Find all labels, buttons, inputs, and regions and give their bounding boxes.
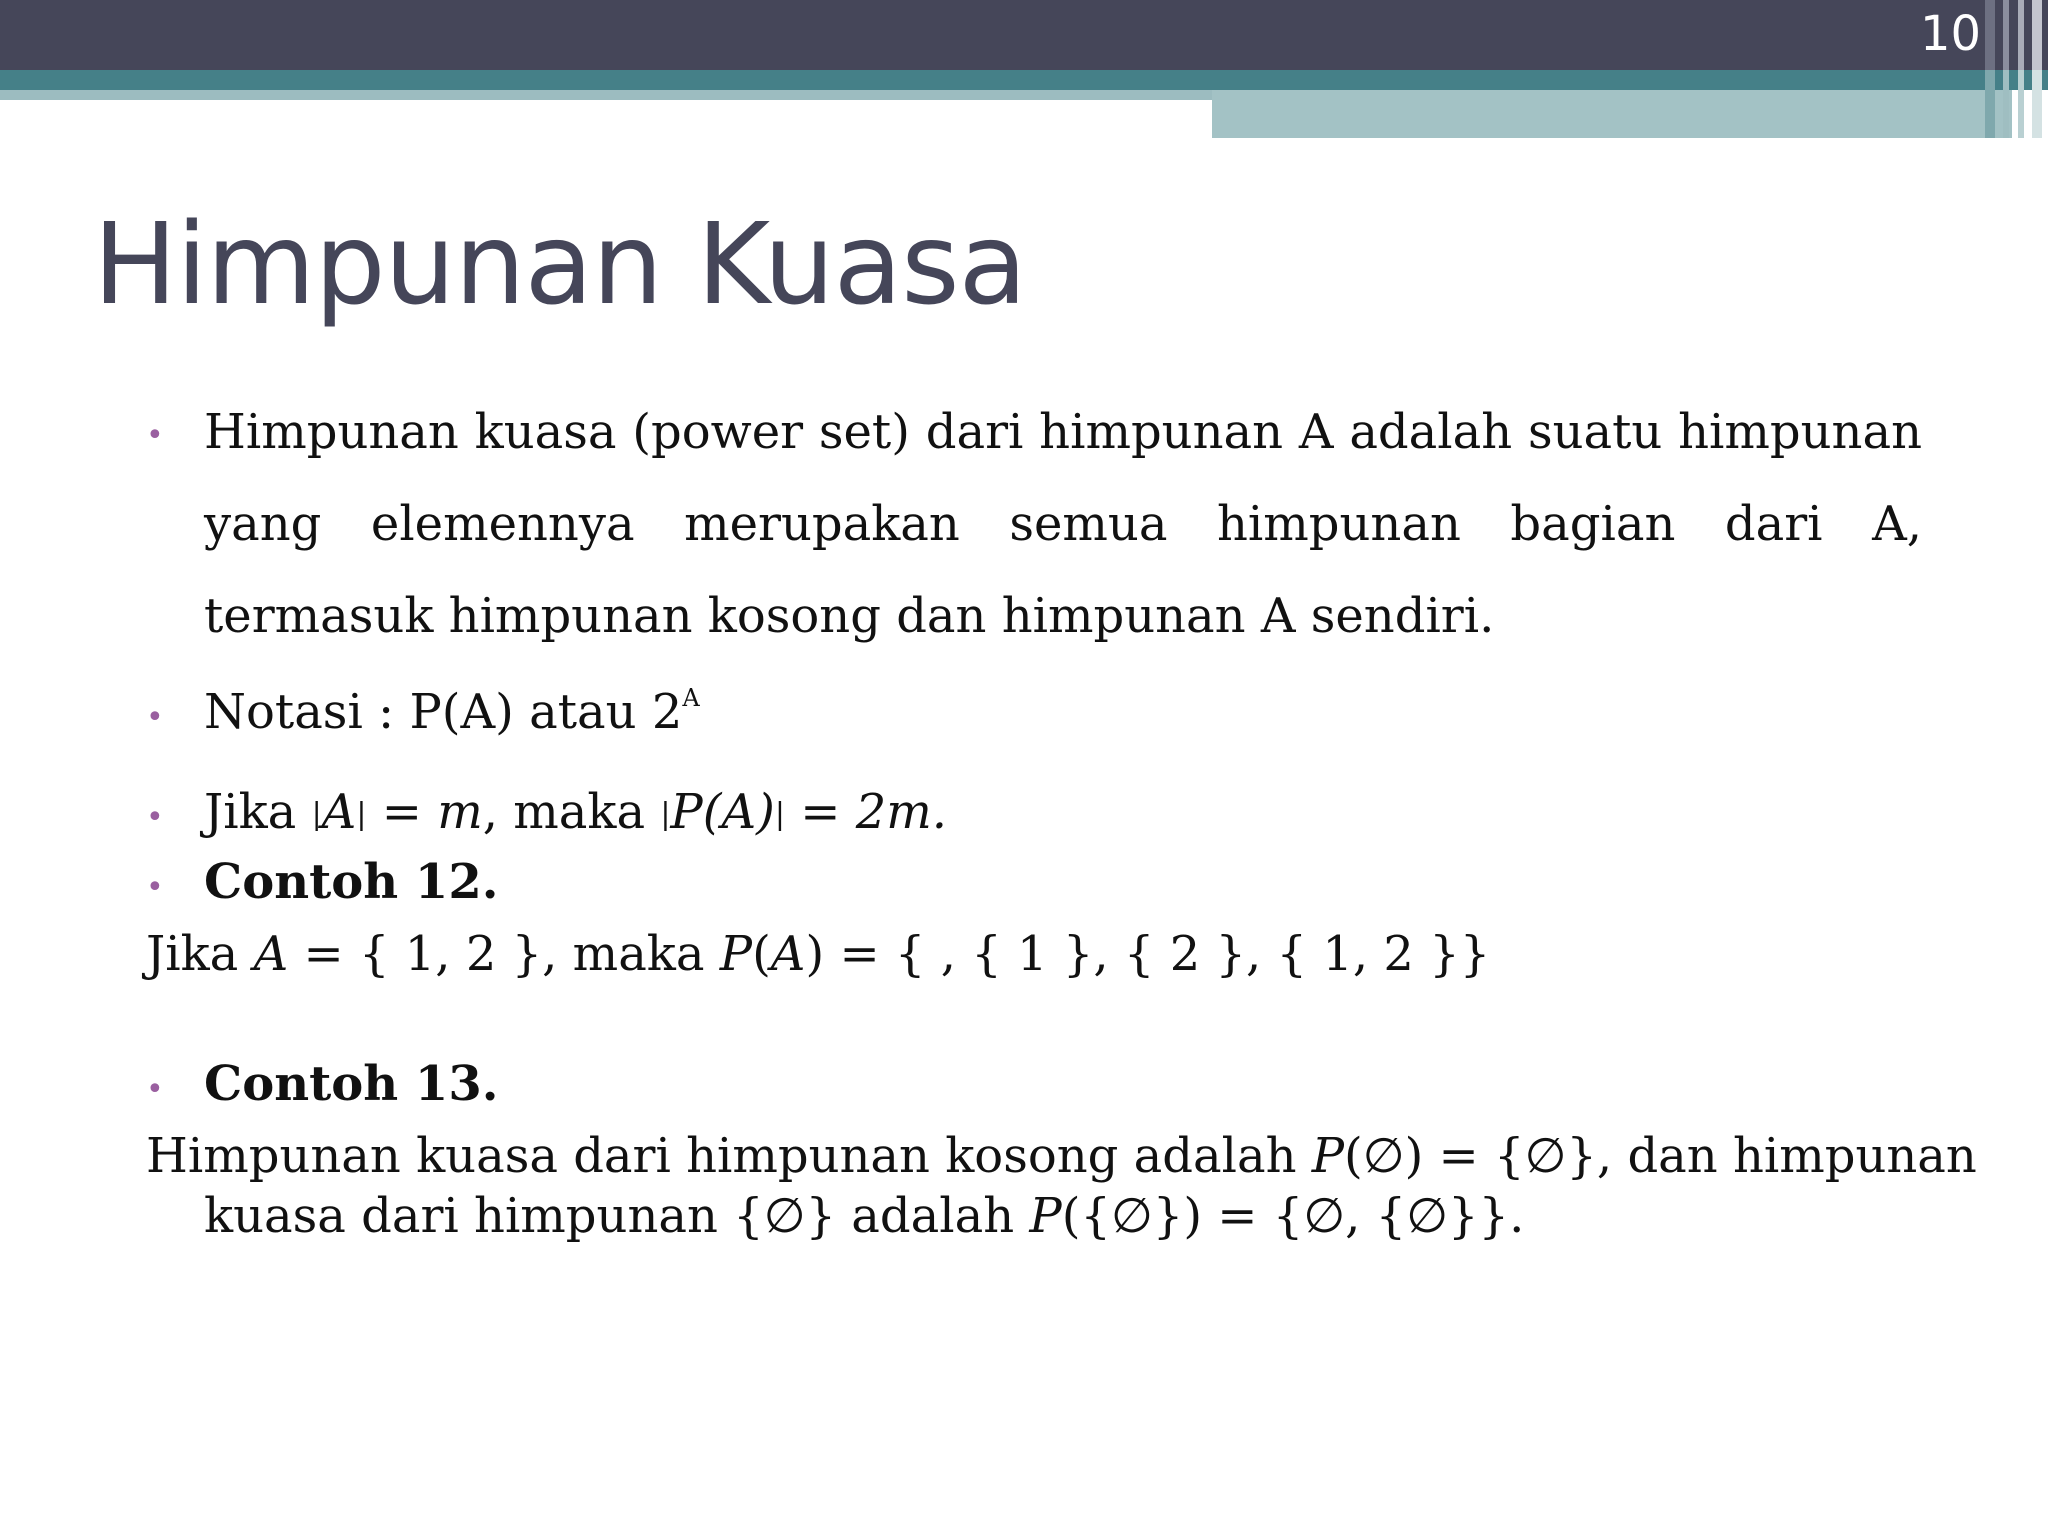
eq-2m: = 2m. — [784, 784, 947, 840]
text-segment: kuasa dari himpunan {∅} adalah — [204, 1188, 1030, 1244]
bullet-dot: • — [146, 1072, 164, 1107]
slide-number: 10 — [1920, 6, 1982, 62]
abs-bar: | — [774, 797, 785, 832]
header-edge-stripe — [2032, 70, 2042, 138]
power-set-result: ) = { , { 1 }, { 2 }, { 1, 2 }} — [805, 926, 1491, 982]
abs-bar: | — [311, 797, 322, 832]
notation-superscript: A — [682, 684, 700, 712]
notation-line — [204, 684, 700, 740]
cardinality-line — [204, 784, 947, 840]
abs-bar: | — [660, 797, 671, 832]
notation-text: Notasi : P(A) atau 2 — [204, 684, 683, 740]
eq-m: = m — [366, 784, 483, 840]
power-set-p: P — [719, 926, 753, 982]
header-edge-stripe — [2018, 70, 2024, 138]
power-set-p: P — [1029, 1188, 1062, 1244]
header-bar-light-right — [1212, 90, 2012, 138]
power-set-pa: P(A) — [670, 784, 775, 840]
set-a: A — [253, 926, 289, 982]
header-edge-stripe — [2003, 70, 2009, 138]
paren: ( — [752, 926, 771, 982]
example-12-label: Contoh 12. — [204, 854, 499, 910]
maka-text: , maka — [482, 784, 661, 840]
set-definition: = { 1, 2 }, maka — [288, 926, 720, 982]
example-13-label: Contoh 13. — [204, 1056, 499, 1112]
example-13-line1 — [146, 1128, 1977, 1184]
bullet-dot: • — [146, 418, 164, 453]
power-set-p: P — [1311, 1128, 1345, 1184]
jika-text: Jika — [146, 926, 254, 982]
text-segment: ({∅}) = {∅, {∅}}. — [1061, 1188, 1525, 1244]
text-segment: Himpunan kuasa dari himpunan kosong adalah — [146, 1128, 1312, 1184]
slide-title: Himpunan Kuasa — [93, 200, 1027, 330]
jika-text: Jika — [204, 784, 312, 840]
definition-text: Himpunan kuasa (power set) dari himpunan A adalah suatu himpunan yang elemennya merupakan semua himpunan bagian dari A, termasuk himpunan kosong dan himpunan A sendiri. — [204, 404, 1922, 644]
header-bar-teal — [0, 70, 2048, 90]
bullet-dot: • — [146, 800, 164, 835]
example-13-line2 — [204, 1188, 1524, 1244]
set-a: A — [770, 926, 806, 982]
header-edge-stripe — [1985, 70, 1995, 138]
header-bar-light-left — [0, 90, 1212, 100]
example-12-text — [146, 926, 1490, 982]
text-segment: (∅) = {∅}, dan himpunan — [1344, 1128, 1977, 1184]
header-bar-dark — [0, 0, 2048, 70]
bullet-dot: • — [146, 700, 164, 735]
abs-bar: | — [356, 797, 367, 832]
bullet-dot: • — [146, 870, 164, 905]
set-a: A — [321, 784, 357, 840]
